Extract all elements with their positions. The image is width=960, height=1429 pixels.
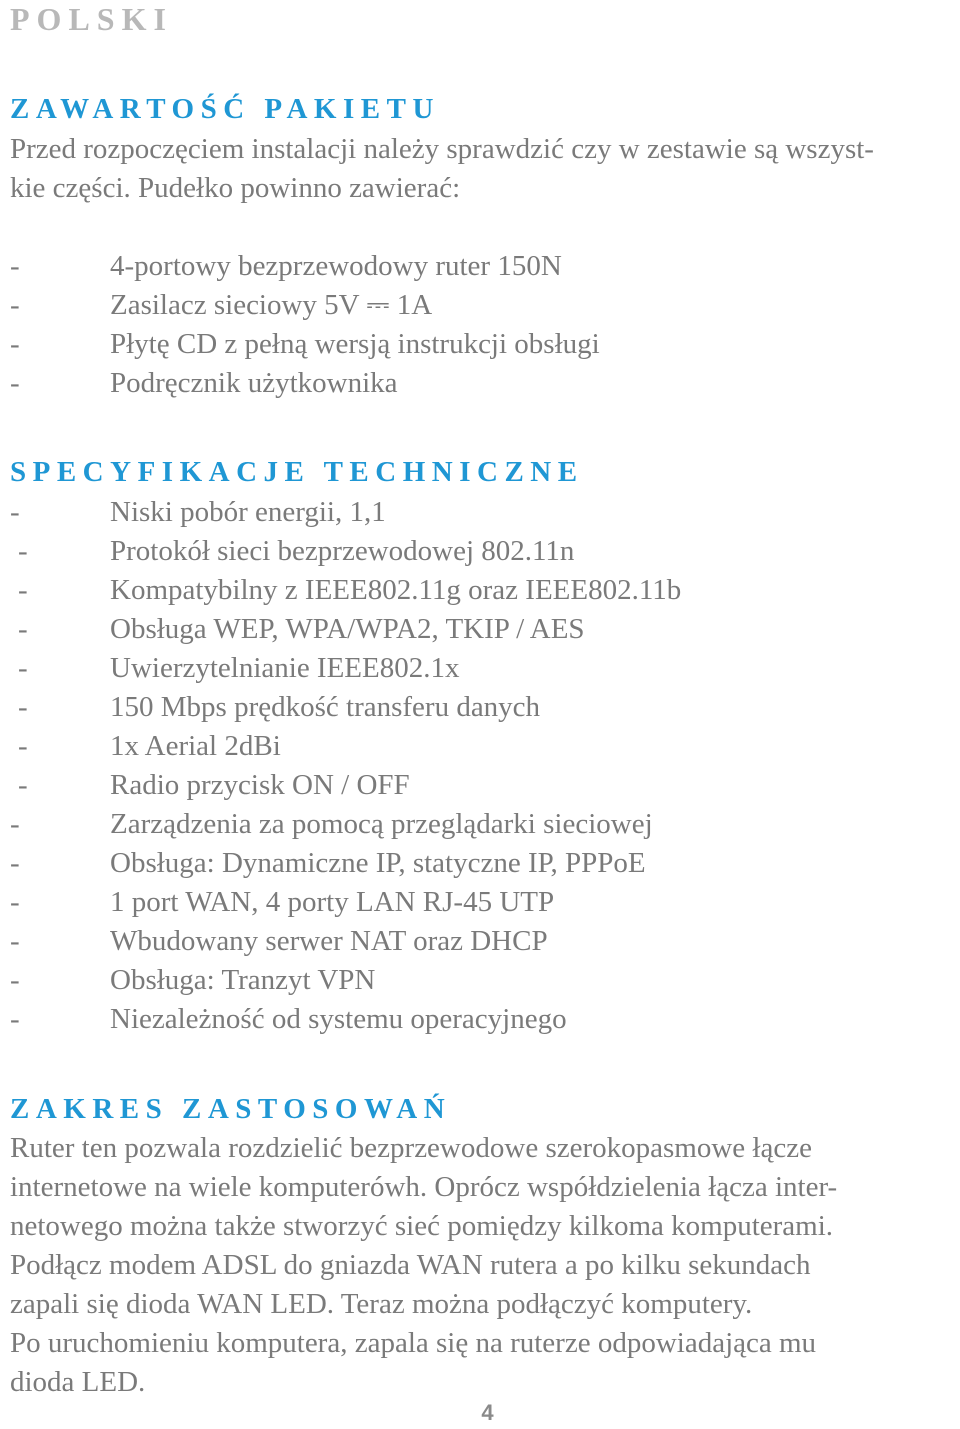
spec-item: - Obsługa: Tranzyt VPN (10, 964, 376, 996)
usage-line: Ruter ten pozwala rozdzielić bezprzewodowe szerokopasmowe łącze (10, 1132, 812, 1164)
spec-item: - 1 port WAN, 4 porty LAN RJ-45 UTP (10, 886, 555, 918)
spec-item-text: 1 port WAN, 4 porty LAN RJ-45 UTP (110, 886, 555, 918)
list-item: - 4-portowy bezprzewodowy ruter 150N (10, 250, 562, 282)
specs-list (0, 493, 950, 1039)
spec-item: - 1x Aerial 2dBi (18, 730, 281, 762)
spec-item-text: Wbudowany serwer NAT oraz DHCP (110, 925, 548, 957)
spec-item-text: Obsługa: Tranzyt VPN (110, 964, 376, 996)
spec-item: - Radio przycisk ON / OFF (18, 769, 410, 801)
spec-item: - Protokół sieci bezprzewodowej 802.11n (18, 535, 575, 567)
list-item: - Płytę CD z pełną wersją instrukcji obsługi (10, 328, 600, 360)
list-item-text: Zasilacz sieciowy 5V ⎓ 1A (110, 289, 433, 321)
spec-item: - Zarządzenia za pomocą przeglądarki sieciowej (10, 808, 653, 840)
specs-heading: SPECYFIKACJE TECHNICZNE (10, 456, 584, 488)
contents-intro (10, 130, 955, 208)
spec-item-text: Zarządzenia za pomocą przeglądarki sieciowej (110, 808, 653, 840)
spec-item: - Kompatybilny z IEEE802.11g oraz IEEE802.11b (18, 574, 682, 606)
spec-item-text: Niezależność od systemu operacyjnego (110, 1003, 567, 1035)
usage-line: zapali się dioda WAN LED. Teraz można podłączyć komputery. (10, 1288, 753, 1320)
intro-line: Przed rozpoczęciem instalacji należy sprawdzić czy w zestawie są wszyst- (10, 133, 874, 165)
intro-line: kie części. Pudełko powinno zawierać: (10, 172, 461, 204)
page-number: 4 (481, 1400, 494, 1425)
spec-item: - Wbudowany serwer NAT oraz DHCP (10, 925, 548, 957)
language-label: POLSKI (10, 1, 173, 37)
spec-item-text: 150 Mbps prędkość transferu danych (110, 691, 541, 723)
spec-item-text: Niski pobór energii, 1,1 (110, 496, 386, 528)
usage-line: Podłącz modem ADSL do gniazda WAN rutera a po kilku sekundach (10, 1249, 811, 1281)
usage-text (10, 1129, 955, 1402)
list-item-text: Płytę CD z pełną wersją instrukcji obsługi (110, 328, 600, 360)
contents-heading: ZAWARTOŚĆ PAKIETU (10, 93, 440, 125)
list-item: - Podręcznik użytkownika (10, 367, 398, 399)
spec-item: - Niezależność od systemu operacyjnego (10, 1003, 567, 1035)
spec-item-text: Uwierzytelnianie IEEE802.1x (110, 652, 460, 684)
usage-line: dioda LED. (10, 1366, 146, 1398)
usage-line: internetowe na wiele komputerówh. Oprócz współdzielenia łącza inter- (10, 1171, 838, 1203)
spec-item: - Obsługa WEP, WPA/WPA2, TKIP / AES (18, 613, 585, 645)
spec-item-text: Obsługa WEP, WPA/WPA2, TKIP / AES (110, 613, 585, 645)
spec-item: - Obsługa: Dynamiczne IP, statyczne IP, PPPoE (10, 847, 646, 879)
list-item-text: Podręcznik użytkownika (110, 367, 398, 399)
spec-item: - 150 Mbps prędkość transferu danych (18, 691, 541, 723)
usage-line: netowego można także stworzyć sieć pomiędzy kilkoma komputerami. (10, 1210, 834, 1242)
spec-item-text: Radio przycisk ON / OFF (110, 769, 410, 801)
spec-item-text: Kompatybilny z IEEE802.11g oraz IEEE802.11b (110, 574, 682, 606)
spec-item: - Uwierzytelnianie IEEE802.1x (18, 652, 460, 684)
usage-heading: ZAKRES ZASTOSOWAŃ (10, 1093, 452, 1125)
usage-line: Po uruchomieniu komputera, zapala się na ruterze odpowiadająca mu (10, 1327, 817, 1359)
contents-list (0, 247, 950, 403)
spec-item-text: Protokół sieci bezprzewodowej 802.11n (110, 535, 575, 567)
list-item: - Zasilacz sieciowy 5V ⎓ 1A (10, 289, 433, 321)
spec-item-text: Obsługa: Dynamiczne IP, statyczne IP, PPPoE (110, 847, 646, 879)
spec-item: - Niski pobór energii, 1,1 (10, 496, 386, 528)
list-item-text: 4-portowy bezprzewodowy ruter 150N (110, 250, 562, 282)
spec-item-text: 1x Aerial 2dBi (110, 730, 281, 762)
